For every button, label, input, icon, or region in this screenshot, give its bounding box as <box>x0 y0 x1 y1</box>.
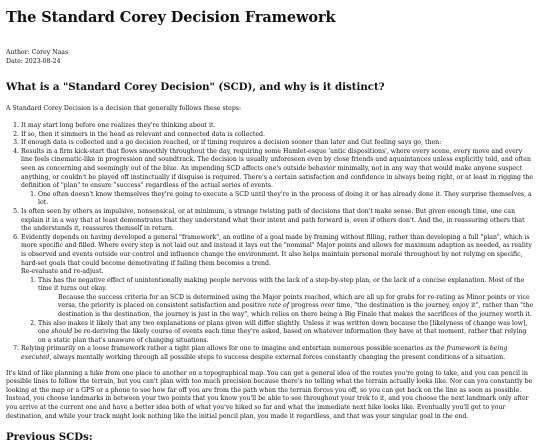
sub-list-item <box>38 191 534 208</box>
note-text: progress over time, "the destination is the journey, enjoy it", rather than "the destination is the destination, the journey is just in the way", which relies on there being a Big Finale that makes the sacrifices of the journey worth it. <box>58 302 534 319</box>
list-item <box>21 139 534 148</box>
list-item <box>21 208 534 234</box>
emphasis-text: as the framework is being executed <box>21 345 508 362</box>
list-item <box>21 131 534 140</box>
step-text: If enough data is collected and a go decision reached, or if timing requires a decision sooner than later and Gut feeling says go, then: <box>21 139 442 147</box>
previous-scds-heading: Previous SCDs: <box>6 431 93 444</box>
sub-step-note <box>38 294 534 320</box>
sub-heading: Re-evaluate and re-adjust. <box>21 268 104 276</box>
sub-list <box>21 277 534 346</box>
sub-step-text: be re-deriving the likely course of events each time they're asked, based on whatever information they have at that moment, rather that relying on a static plan that's unaware of changing situations. <box>38 328 527 344</box>
sub-list-item <box>38 277 534 320</box>
closing-paragraph: It's kind of like planning a hike from one place to another on a topographical map. You can get a general idea of the routes you're going to take, and you can pencil in possible lines to follow the terrain, but you can't plan with too much precision because there's no telling what the terrain actually looks like. Nor can you constantly be looking at the map or a GPS or a phone to see how far off you are from the path when the terrain forces you off, so you can get back on the line as soon as possible. Instead, you choose landmarks in between your two points that you know you'll be able to see throughout your trek to it, and you choose the next landmark only after you arrive at the current one and have a better idea both of what you've hiked so far and what the immediate next hike looks like. Eventually you'll get to your destination, and while your track might look nothing like the initial pencil plan, you made it regardless, and that was your singular goal in the end. <box>6 369 533 420</box>
list-item <box>21 148 534 208</box>
list-item <box>21 345 534 362</box>
author-line: Author: Corey Naas <box>6 49 69 56</box>
step-text: Evidently depends on having developed a general "framework", an outline of a goal made by framing without filling, rather than developing a full "plan", which is more specific and filled. Where every step is not laid out and instead it lays out the "nominal" Major points and allows for maximum adaption as needed, as reality is observed and events outside our control and influence change the environment. It also helps maintain personal morale throughout by not relying on specific, hard-set goals that could become demotivating if failing them becomes a trend. <box>21 233 532 267</box>
sub-step-text: One often doesn't know themselves they're going to execute a SCD until they're in the process of doing it or has already done it. They surprise themselves, a lot. <box>38 190 532 207</box>
step-text <box>21 345 507 361</box>
sub-list-item <box>38 320 534 346</box>
date-line: Date: 2023-08-24 <box>6 58 61 66</box>
step-text: It may start long before one realizes they're thinking about it. <box>21 122 216 129</box>
sub-step-text: This also makes it likely that any two explanations or plans given will differ slightly. Unless it was written down because the [likelyness of change was low], one <box>38 319 528 336</box>
intro-paragraph: A Standard Corey Decision is a decision that generally follows these steps: <box>6 105 242 113</box>
emphasis-text: rate of <box>268 302 289 310</box>
sub-list <box>21 191 534 208</box>
step-text: Results in a firm kick-start that flows smoothly throughout the day, requiring some Hamlet-esque 'antic dispositions', where every scene, every move and every line feels cinematic-like in progression and soundtrack. The decision is usually unforeseen even by close friends and aquaintances unless explicitly told, and often seen as concerning and seemingly out of the blue. An impending SCD affects one's outside behavior minimally, not in any way that would make anyone suspect anything, or couldn't be played off instinctually if disguise is required. There's a certain satisfaction and confidence in always being right, or at least in rigging the definition of "plan" to ensure "success" regardless of the actual series of events. <box>21 147 534 190</box>
step-text: If so, then it simmers in the head as relevant and connected data is collected. <box>21 130 265 138</box>
step-text-part: , always mentally working through all possible steps to success despite external forces constantly changing the present conditions of a situation. <box>49 354 506 362</box>
note-text: Because the success criteria for an SCD is determined using the Major points reached, which are all up for grabs for re-rating as Minor points or vice versa, the priority is placed on consistent satisfaction and positive <box>58 293 530 310</box>
emphasis-text: should <box>51 328 73 336</box>
list-item <box>21 234 534 346</box>
metadata-block <box>6 48 534 66</box>
steps-list <box>6 122 534 363</box>
sub-step-text: This has the negative effect of unintentionally making people nervous with the lack of a step-by-step plan, or the lack of a concise explanation. Most of the time it turns out okay. <box>38 276 525 293</box>
list-item <box>21 122 534 131</box>
section-heading: What is a "Standard Corey Decision" (SCD), and why is it distinct? <box>6 81 385 94</box>
page-title: The Standard Corey Decision Framework <box>6 9 336 26</box>
step-text-part: Relying primarily on a loose framework rather a tight plan allows for one to imagine and entertain numerous possible scenarios <box>21 345 426 353</box>
step-text: Is often seen by others as impulsive, nonsensical, or at minimum, a strange twisting path of decisions that don't make sense. But given enough time, one can explain it in a way that at least demonstrates that they understand what their intent and path forward is, even if others don't. And the, in reassuring others that the understands it, reassures themself in return. <box>21 207 525 233</box>
